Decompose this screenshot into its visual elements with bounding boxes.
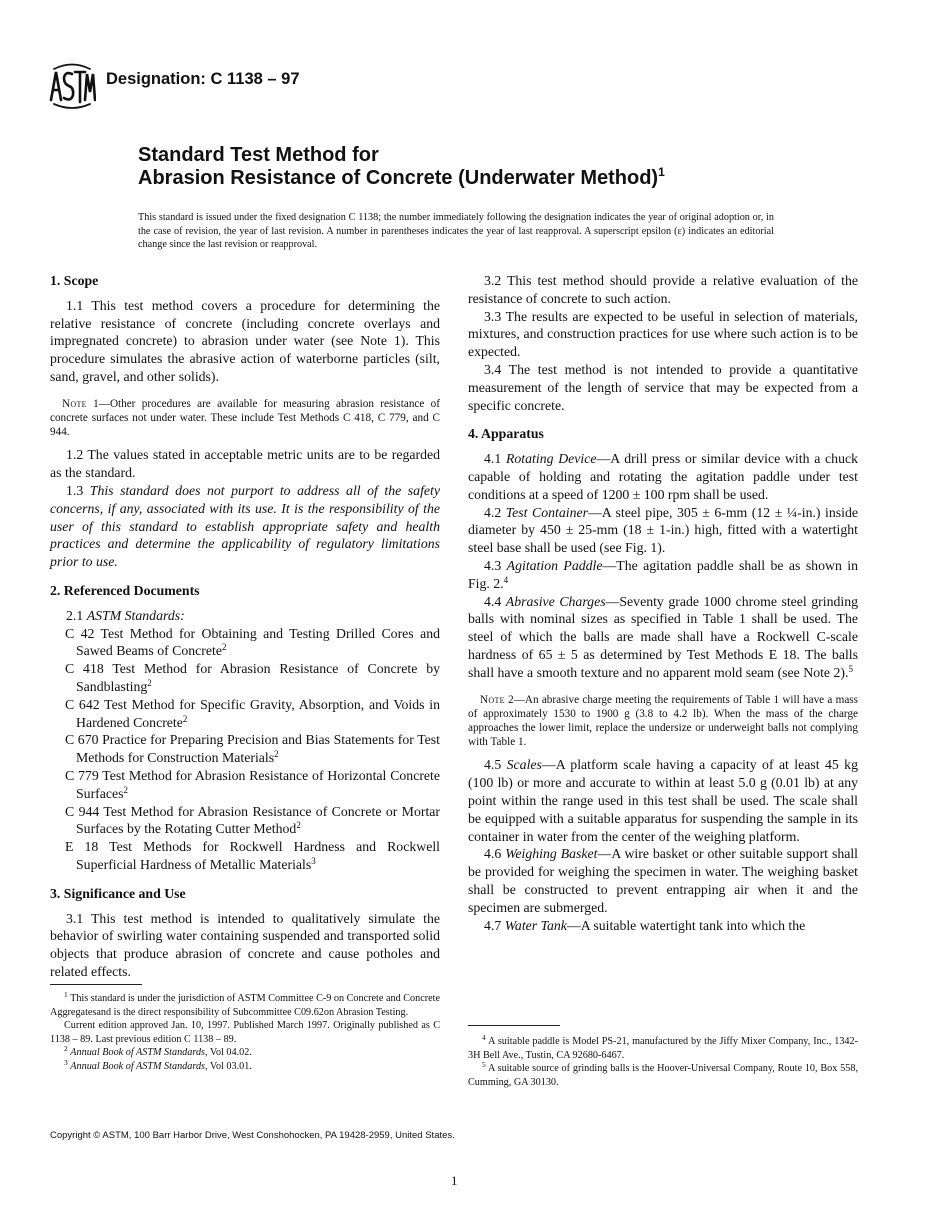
footnote-1-edition: Current edition approved Jan. 10, 1997. Published March 1997. Originally published as C 1138 – 89. Last previous edition C 1138 – 89. <box>50 1020 440 1045</box>
left-column <box>50 272 440 981</box>
section-heading-significance: 3. Significance and Use <box>50 885 186 901</box>
reference-item: C 418 Test Method for Abrasion Resistance of Concrete by Sandblasting$^2$ <box>65 661 440 694</box>
paragraph-3-2: 3.2 This test method should provide a relative evaluation of the resistance of concrete to such action. <box>468 273 858 306</box>
footnote-5: $^5$ A suitable source of grinding balls is the Hoover-Universal Company, Route 10, Box 558, Cumming, GA 30130. <box>468 1060 858 1088</box>
footnote-3: $^3$ Annual Book of ASTM Standards, Vol 03.01. <box>64 1057 252 1072</box>
footnotes-left <box>50 992 440 1073</box>
reference-item: E 18 Test Methods for Rockwell Hardness and Rockwell Superficial Hardness of Metallic Materials$^3$ <box>65 839 440 872</box>
designation: Designation: C 1138 – 97 <box>106 70 300 88</box>
section-heading-scope: 1. Scope <box>50 273 99 288</box>
paragraph-4-5: 4.5 Scales—A platform scale having a capacity of at least 45 kg (100 lb) or more and accurate to within at least 5.0 g (0.01 lb) at any point within the range used in this test shall be used. The scale shall be equipped with a suitable apparatus for suspending the sample in its container in water from the center of the weighing platform. <box>468 757 858 844</box>
footnote-4: $^4$ A suitable paddle is Model PS-21, manufactured by the Jiffy Mixer Company, Inc., 1342-3H Bell Ave., Tustin, CA 92680-6467. <box>468 1033 858 1061</box>
note-2: Note 2—An abrasive charge meeting the requirements of Table 1 will have a mass of approximately 1530 to 1900 g (3.8 to 4.2 lb). When the mass of the charge approaches the lower limit, replace the undersize or underweight balls not complying with Table 1. <box>468 693 858 749</box>
paragraph-3-1: 3.1 This test method is intended to qualitatively simulate the behavior of swirling water containing suspended and transported solid objects that produce abrasion of concrete and cause potholes and related effects. <box>50 910 440 979</box>
title-line-1: Standard Test Method for <box>138 144 379 166</box>
footnote-rule <box>468 1025 560 1026</box>
reference-item: C 670 Practice for Preparing Precision and Bias Statements for Test Methods for Construction Materials$^2$ <box>65 732 440 766</box>
paragraph-4-1: 4.1 Rotating Device—A drill press or similar device with a chuck capable of holding and rotating the agitation paddle under test conditions at a speed of 1200 ± 100 rpm shall be used. <box>468 451 858 502</box>
reference-item: C 779 Test Method for Abrasion Resistance of Horizontal Concrete Surfaces$^2$ <box>65 767 440 801</box>
page-number: 1 <box>451 1173 458 1188</box>
reference-item: C 42 Test Method for Obtaining and Testing Drilled Cores and Sawed Beams of Concrete$^2$ <box>65 625 440 659</box>
paragraph-1-3: 1.3 This standard does not purport to address all of the safety concerns, if any, associated with its use. It is the responsibility of the user of this standard to establish appropriate safety and health practices and determine the applicability of regulatory limitations prior to use. <box>50 482 440 570</box>
paragraph-4-4: 4.4 Abrasive Charges—Seventy grade 1000 chrome steel grinding balls with nominal sizes as specified in Table 1 shall be used. The steel of which the balls are made shall have a Rockwell C-scale hardness of 65 ± 5 as determined by Test Methods E 18. The balls shall have a smooth texture and no apparent mold seam (see Note 2).$^5$ <box>468 593 858 680</box>
paragraph-3-4: 3.4 The test method is not intended to provide a quantitative measurement of the length of service that may be expected from a specific concrete. <box>468 361 858 413</box>
note-1: Note 1—Other procedures are available for measuring abrasion resistance of concrete surfaces not under water. These include Test Methods C 418, C 779, and C 944. <box>50 397 440 439</box>
footnote-rule <box>50 984 142 985</box>
paragraph-4-3: 4.3 Agitation Paddle—The agitation paddle shall be as shown in Fig. 2.$^4$ <box>468 557 858 591</box>
document-title <box>138 144 878 190</box>
copyright-notice: Copyright © ASTM, 100 Barr Harbor Drive, West Conshohocken, PA 19428-2959, United States. <box>50 1130 455 1141</box>
reference-item: C 944 Test Method for Abrasion Resistance of Concrete or Mortar Surfaces by the Rotating Cutter Method$^2$ <box>65 803 440 837</box>
paragraph-3-3: 3.3 The results are expected to be useful in selection of materials, mixtures, and construction practices for use where such action is to be expected. <box>468 308 858 360</box>
paragraph-4-6: 4.6 Weighing Basket—A wire basket or other suitable support shall be provided for weighing the specimen in water. The weighing basket shall be constructed to prevent entrapping air when it and the specimen are submerged. <box>468 846 859 915</box>
footnotes-right <box>468 1035 858 1089</box>
paragraph-4-2: 4.2 Test Container—A steel pipe, 305 ± 6-mm (12 ± ¼-in.) inside diameter by 450 ± 25-mm (18 ± 1-in.) high, fitted with a watertight steel base shall be used (see Fig. 1). <box>468 504 858 556</box>
title-line-2: Abrasion Resistance of Concrete (Underwater Method)$^1$ <box>138 165 665 189</box>
section-heading-referenced-documents: 2. Referenced Documents <box>50 582 200 598</box>
astm-logo-icon <box>48 62 96 110</box>
paragraph-1-2: 1.2 The values stated in acceptable metric units are to be regarded as the standard. <box>50 447 440 481</box>
footnote-1: $^1$ This standard is under the jurisdiction of ASTM Committee C-9 on Concrete and Concrete Aggregatesand is the direct responsibility of Subcommittee C09.62on Abrasion Testing. <box>50 990 440 1018</box>
footnote-2: $^2$ Annual Book of ASTM Standards, Vol 04.02. <box>64 1044 252 1058</box>
reference-item: C 642 Test Method for Specific Gravity, Absorption, and Voids in Hardened Concrete$^2$ <box>65 696 440 730</box>
right-column <box>468 272 858 934</box>
paragraph-4-7: 4.7 Water Tank—A suitable watertight tank into which the <box>484 917 806 933</box>
astm-logo <box>48 62 96 110</box>
standard-notice: This standard is issued under the fixed designation C 1138; the number immediately following the designation indicates the year of original adoption or, in the case of revision, the year of last revision. A number in parentheses indicates the year of last reapproval. A superscript epsilon (ε) indicates an editorial change since the last revision or reapproval. <box>138 212 774 250</box>
paragraph-2-1: 2.1 ASTM Standards: <box>66 607 185 623</box>
paragraph-1-1: 1.1 This test method covers a procedure for determining the relative resistance of concrete (including concrete overlays and impregnated concrete) to abrasion under water (see Note 1). This procedure simulates the abrasive action of waterborne particles (silt, sand, gravel, and other solids). <box>50 297 440 384</box>
section-heading-apparatus: 4. Apparatus <box>468 426 544 442</box>
